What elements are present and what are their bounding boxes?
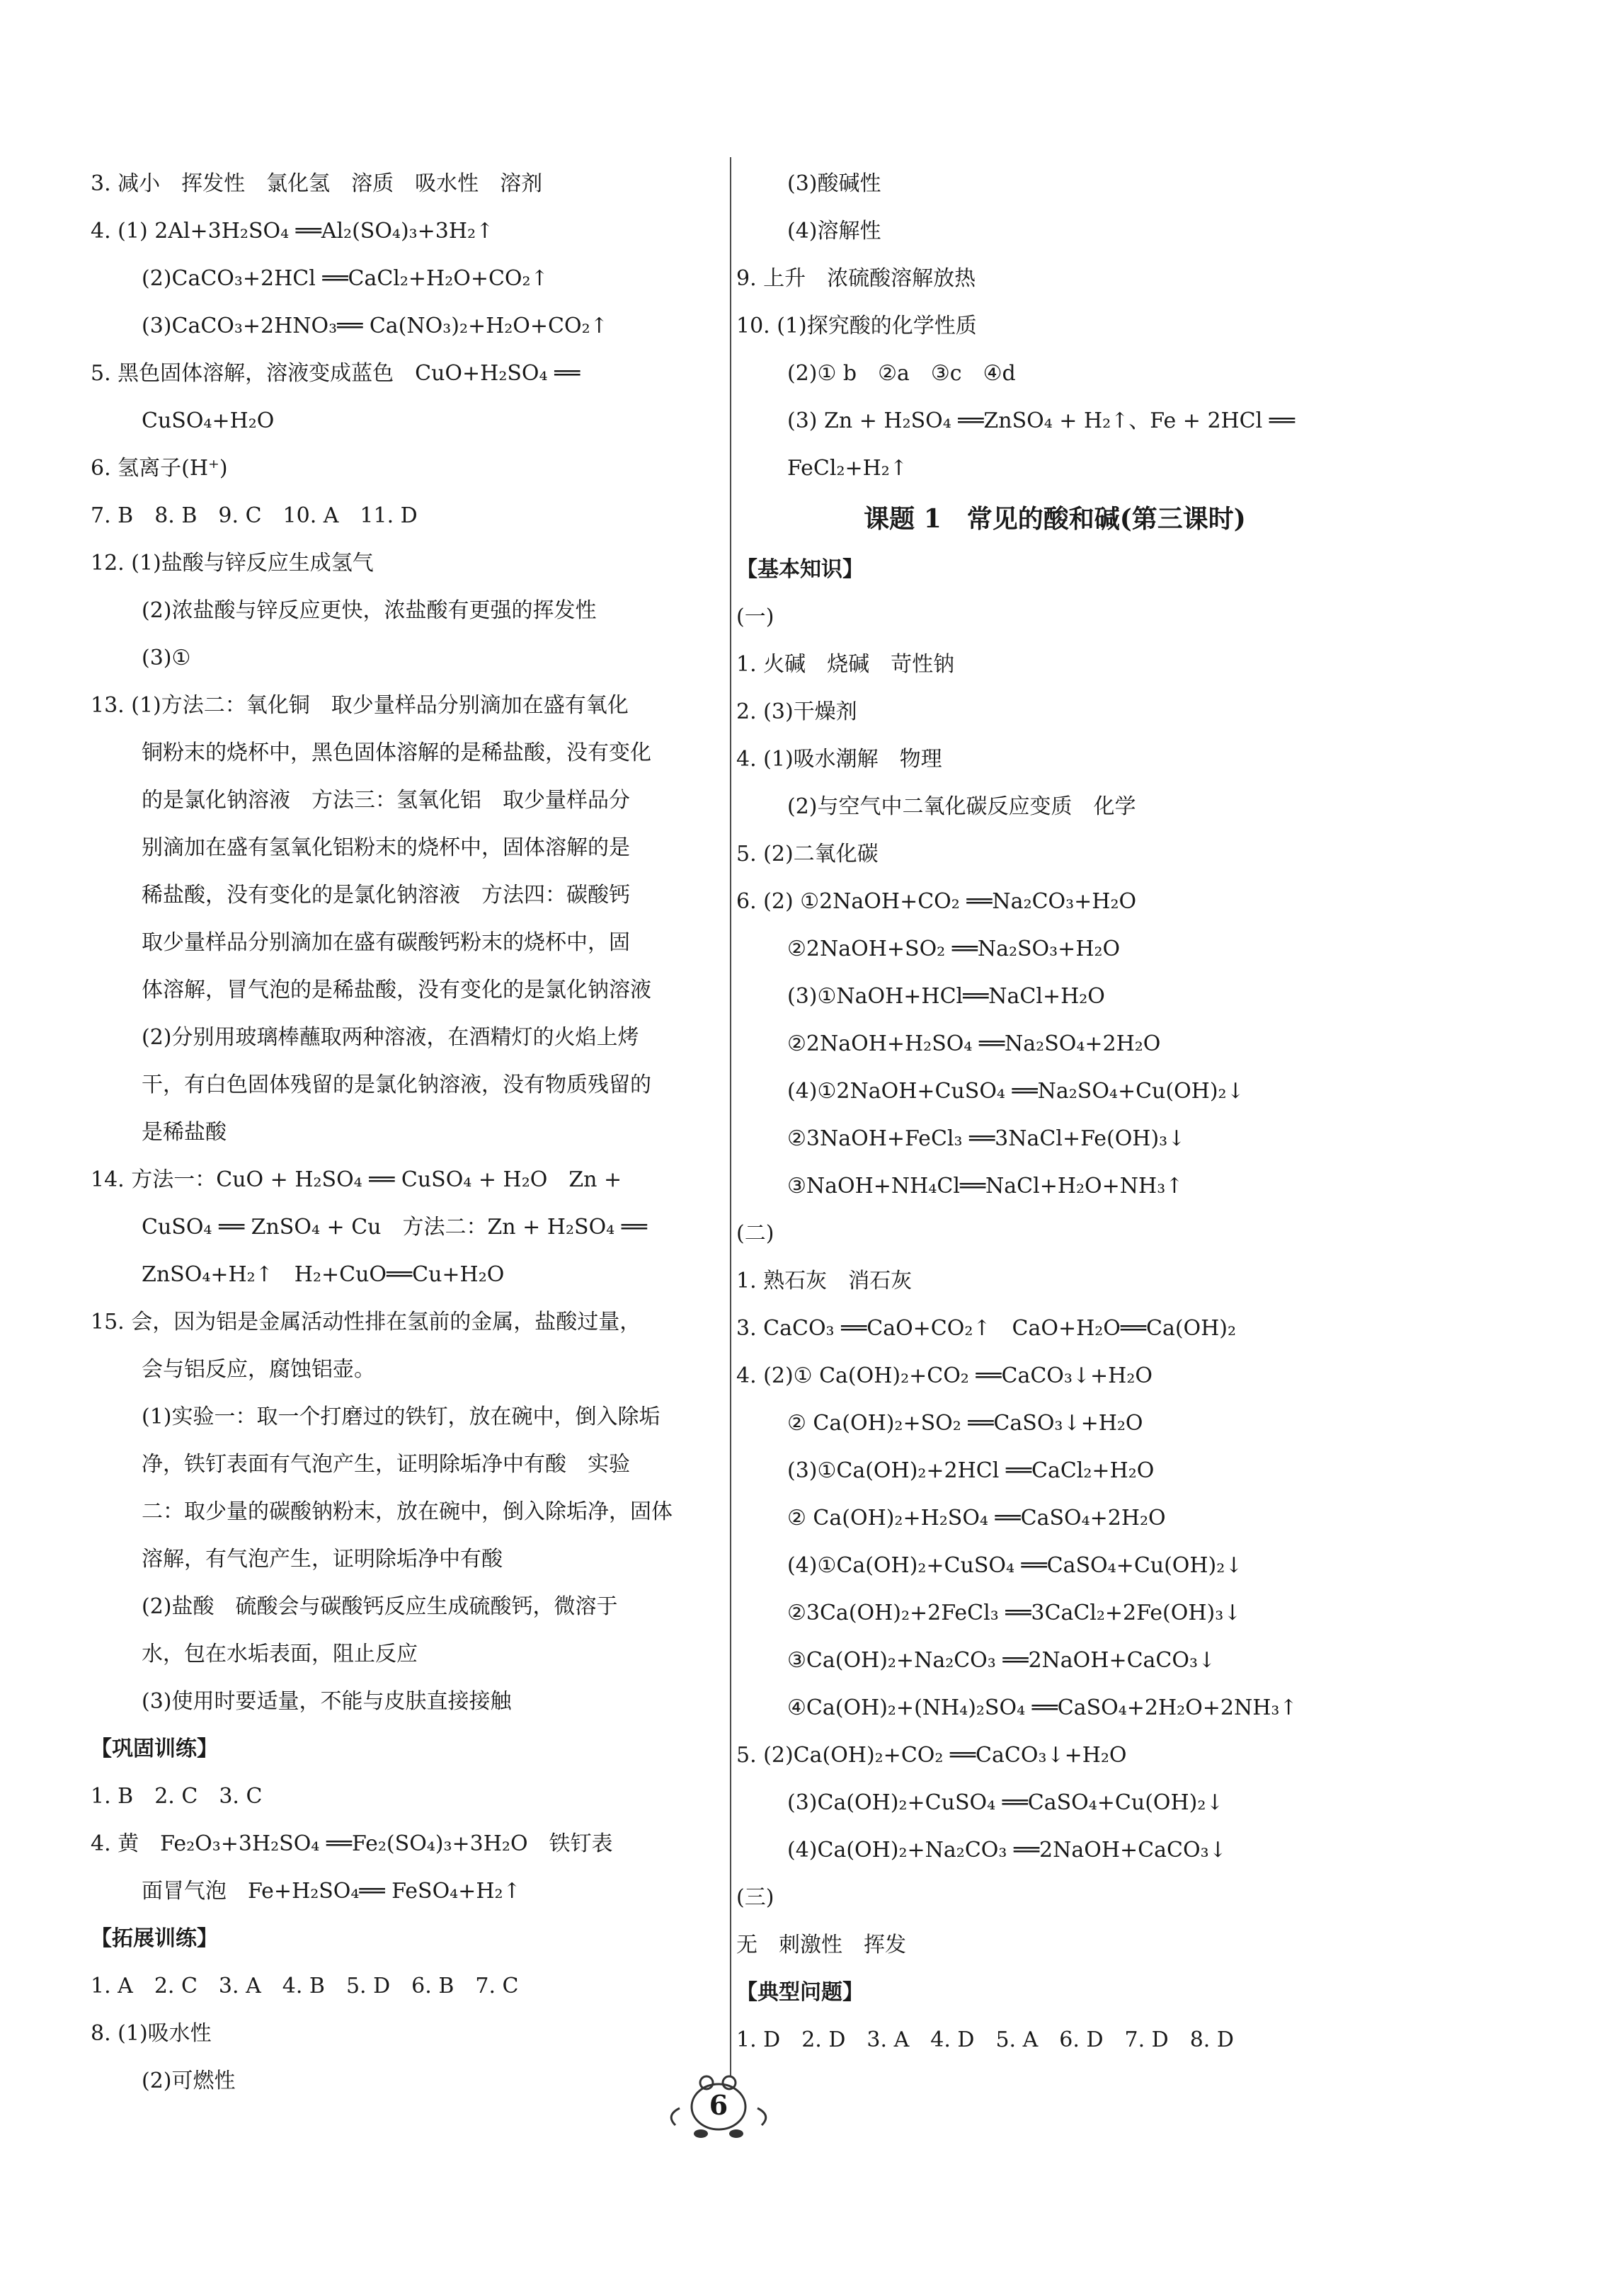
- answer-line: 2. (3)干燥剂: [736, 699, 857, 724]
- answer-line: 面冒气泡 Fe+H₂SO₄══ FeSO₄+H₂↑: [142, 1879, 521, 1904]
- answer-line: 1. D 2. D 3. A 4. D 5. A 6. D 7. D 8. D: [736, 2027, 1234, 2052]
- answer-line: 1. A 2. C 3. A 4. B 5. D 6. B 7. C: [91, 1974, 519, 1998]
- answer-line: 1. 熟石灰 消石灰: [736, 1269, 913, 1293]
- answer-line: 4. (1) 2Al+3H₂SO₄ ══Al₂(SO₄)₃+3H₂↑: [91, 219, 494, 244]
- answer-line: (3)使用时要适量，不能与皮肤直接接触: [142, 1689, 512, 1714]
- left-column: [91, 160, 725, 2105]
- answer-line: (2)浓盐酸与锌反应更快，浓盐酸有更强的挥发性: [142, 598, 597, 623]
- answer-line: (3)①NaOH+HCl══NaCl+H₂O: [787, 984, 1105, 1009]
- answer-line: 取少量样品分别滴加在盛有碳酸钙粉末的烧杯中，固: [142, 930, 630, 955]
- answer-line: 13. (1)方法二：氧化铜 取少量样品分别滴加在盛有氧化: [91, 693, 629, 718]
- answer-line: ④Ca(OH)₂+(NH₄)₂SO₄ ══CaSO₄+2H₂O+2NH₃↑: [787, 1695, 1298, 1720]
- answer-line: 二：取少量的碳酸钠粉末，放在碗中，倒入除垢净，固体: [142, 1499, 673, 1524]
- answer-line: (2)CaCO₃+2HCl ══CaCl₂+H₂O+CO₂↑: [142, 266, 549, 291]
- answer-line: ② Ca(OH)₂+SO₂ ══CaSO₃↓+H₂O: [787, 1411, 1143, 1436]
- column-divider: [730, 157, 731, 2076]
- answer-line: 稀盐酸，没有变化的是氯化钠溶液 方法四：碳酸钙: [142, 883, 630, 908]
- answer-line: 体溶解，冒气泡的是稀盐酸，没有变化的是氯化钠溶液: [142, 978, 651, 1002]
- answer-line: (4)溶解性: [787, 219, 881, 244]
- answer-line: (3)酸碱性: [787, 171, 881, 196]
- answer-line: 12. (1)盐酸与锌反应生成氢气: [91, 551, 374, 576]
- answer-line: 的是氯化钠溶液 方法三：氢氧化铝 取少量样品分: [142, 788, 630, 813]
- answer-line: (4)Ca(OH)₂+Na₂CO₃ ══2NaOH+CaCO₃↓: [787, 1838, 1227, 1863]
- answer-line: (2)可燃性: [142, 2069, 236, 2093]
- answer-line: 7. B 8. B 9. C 10. A 11. D: [91, 503, 418, 528]
- answer-line: 5. (2)Ca(OH)₂+CO₂ ══CaCO₃↓+H₂O: [736, 1743, 1127, 1768]
- answer-line: CuSO₄+H₂O: [142, 408, 275, 433]
- answer-line: FeCl₂+H₂↑: [787, 456, 908, 481]
- answer-line: 1. B 2. C 3. C: [91, 1784, 263, 1809]
- answer-line: (三): [736, 1885, 774, 1910]
- answer-line: ② Ca(OH)₂+H₂SO₄ ══CaSO₄+2H₂O: [787, 1506, 1166, 1531]
- answer-line: 6. 氢离子(H⁺): [91, 456, 228, 481]
- answer-line: 8. (1)吸水性: [91, 2021, 212, 2046]
- answer-line: ②3NaOH+FeCl₃ ══3NaCl+Fe(OH)₃↓: [787, 1126, 1186, 1151]
- answer-line: (3) Zn + H₂SO₄ ══ZnSO₄ + H₂↑、Fe + 2HCl ══: [787, 408, 1295, 433]
- answer-line: 是稀盐酸: [142, 1120, 227, 1145]
- answer-line: (3)①Ca(OH)₂+2HCl ══CaCl₂+H₂O: [787, 1458, 1155, 1483]
- answer-line: (3)CaCO₃+2HNO₃══ Ca(NO₃)₂+H₂O+CO₂↑: [142, 314, 608, 338]
- answer-line: 9. 上升 浓硫酸溶解放热: [736, 266, 976, 291]
- section-title: 课题 1 常见的酸和碱(第三课时): [864, 504, 1246, 534]
- answer-line: 水，包在水垢表面，阻止反应: [142, 1642, 418, 1666]
- answer-line: 4. 黄 Fe₂O₃+3H₂SO₄ ══Fe₂(SO₄)₃+3H₂O 铁钉表: [91, 1831, 613, 1856]
- answer-line: (2)盐酸 硫酸会与碳酸钙反应生成硫酸钙，微溶于: [142, 1594, 618, 1619]
- answer-line: 会与铝反应，腐蚀铝壶。: [142, 1357, 375, 1382]
- answer-line: (4)①Ca(OH)₂+CuSO₄ ══CaSO₄+Cu(OH)₂↓: [787, 1553, 1243, 1578]
- answer-line: 铜粉末的烧杯中，黑色固体溶解的是稀盐酸，没有变化: [142, 740, 651, 765]
- answer-line: (一): [736, 605, 774, 629]
- answer-line: 1. 火碱 烧碱 苛性钠: [736, 652, 955, 677]
- answer-line: (1)实验一：取一个打磨过的铁钉，放在碗中，倒入除垢: [142, 1405, 661, 1429]
- answer-line: 无 刺激性 挥发: [736, 1933, 906, 1957]
- answer-line: 6. (2) ①2NaOH+CO₂ ══Na₂CO₃+H₂O: [736, 889, 1137, 914]
- answer-line: 4. (2)① Ca(OH)₂+CO₂ ══CaCO₃↓+H₂O: [736, 1363, 1153, 1388]
- answer-line: (2)分别用玻璃棒蘸取两种溶液，在酒精灯的火焰上烤: [142, 1025, 639, 1050]
- answer-line: 别滴加在盛有氢氧化铝粉末的烧杯中，固体溶解的是: [142, 835, 630, 860]
- answer-line: (3)①: [142, 646, 191, 670]
- page-footer: [651, 2066, 786, 2142]
- answer-line: 溶解，有气泡产生，证明除垢净中有酸: [142, 1547, 503, 1572]
- answer-line: 10. (1)探究酸的化学性质: [736, 314, 977, 338]
- answer-line: ③Ca(OH)₂+Na₂CO₃ ══2NaOH+CaCO₃↓: [787, 1648, 1216, 1673]
- answer-line: (3)Ca(OH)₂+CuSO₄ ══CaSO₄+Cu(OH)₂↓: [787, 1790, 1224, 1815]
- answer-line: CuSO₄ ══ ZnSO₄ + Cu 方法二：Zn + H₂SO₄ ══: [142, 1215, 647, 1240]
- answer-line: 14. 方法一：CuO + H₂SO₄ ══ CuSO₄ + H₂O Zn +: [91, 1167, 622, 1192]
- section-heading: 【拓展训练】: [91, 1926, 218, 1951]
- answer-line: 净，铁钉表面有气泡产生，证明除垢净中有酸 实验: [142, 1452, 630, 1477]
- answer-line: ②2NaOH+SO₂ ══Na₂SO₃+H₂O: [787, 937, 1121, 961]
- answer-line: 3. 减小 挥发性 氯化氢 溶质 吸水性 溶剂: [91, 171, 543, 196]
- section-heading: 【基本知识】: [736, 557, 864, 582]
- section-heading: 【典型问题】: [736, 1980, 864, 2005]
- answer-line: (二): [736, 1221, 774, 1246]
- answer-line: (4)①2NaOH+CuSO₄ ══Na₂SO₄+Cu(OH)₂↓: [787, 1079, 1245, 1104]
- right-column: [736, 160, 1373, 2064]
- answer-line: ZnSO₄+H₂↑ H₂+CuO══Cu+H₂O: [142, 1262, 505, 1287]
- answer-line: 3. CaCO₃ ══CaO+CO₂↑ CaO+H₂O══Ca(OH)₂: [736, 1316, 1237, 1341]
- answer-line: 5. 黑色固体溶解，溶液变成蓝色 CuO+H₂SO₄ ══: [91, 361, 581, 386]
- section-heading: 【巩固训练】: [91, 1737, 218, 1761]
- answer-line: (2)与空气中二氧化碳反应变质 化学: [787, 794, 1136, 819]
- answer-line: 15. 会，因为铝是金属活动性排在氢前的金属，盐酸过量，: [91, 1310, 641, 1334]
- answer-line: ②2NaOH+H₂SO₄ ══Na₂SO₄+2H₂O: [787, 1031, 1161, 1056]
- answer-line: 干，有白色固体残留的是氯化钠溶液，没有物质残留的: [142, 1072, 651, 1097]
- page-number: 6: [709, 2089, 728, 2121]
- answer-line: ②3Ca(OH)₂+2FeCl₃ ══3CaCl₂+2Fe(OH)₃↓: [787, 1601, 1242, 1625]
- answer-line: (2)① b ②a ③c ④d: [787, 361, 1016, 386]
- answer-line: 5. (2)二氧化碳: [736, 842, 879, 866]
- answer-line: 4. (1)吸水潮解 物理: [736, 747, 942, 772]
- answer-line: ③NaOH+NH₄Cl══NaCl+H₂O+NH₃↑: [787, 1174, 1184, 1199]
